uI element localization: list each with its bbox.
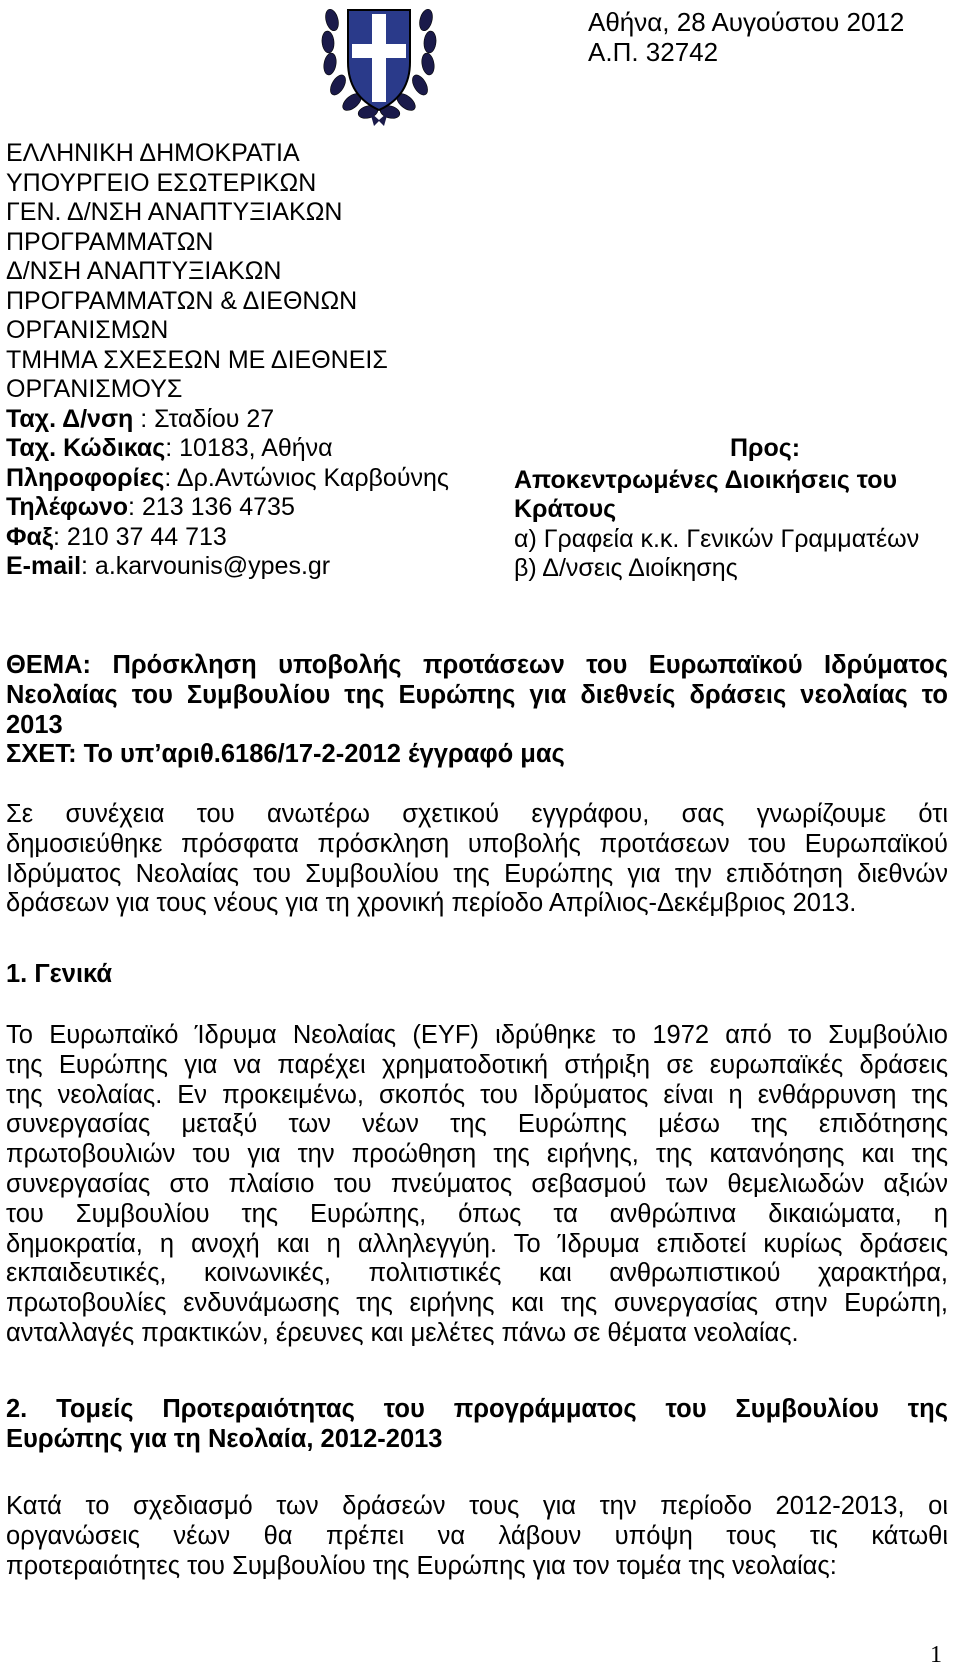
sender-line: ΓΕΝ. Δ/ΝΣΗ ΑΝΑΠΤΥΞΙΑΚΩΝ [6, 198, 343, 226]
heading-line: Ευρώπης για τη Νεολαία, 2012-2013 [6, 1424, 443, 1453]
recipient-block [514, 434, 954, 584]
contact-label: Ταχ. Δ/νση [6, 404, 134, 433]
contact-fax [6, 523, 476, 553]
subject-line: 2013 [6, 710, 63, 739]
contact-info [6, 464, 476, 494]
section-2-paragraph [6, 1492, 948, 1581]
paragraph-line: προτεραιότητες του Συμβουλίου της Ευρώπης για τον τομέα της νεολαίας: [6, 1551, 837, 1580]
contact-value: : 213 136 4735 [128, 493, 295, 521]
contact-label: Πληροφορίες [6, 463, 165, 492]
paragraph-line: δράσεων για τους νέους για τη χρονική περίοδο Απρίλιος-Δεκέμβριος 2013. [6, 889, 857, 918]
paragraph-line: συνεργασίας στο πλαίσιο του πνεύματος σεβασμού των θεμελιωδών αξιών [6, 1169, 948, 1198]
sender-line: Δ/ΝΣΗ ΑΝΑΠΤΥΞΙΑΚΩΝ [6, 257, 282, 285]
subject-line: ΘΕΜΑ: Πρόσκληση υποβολής προτάσεων του Ευρωπαϊκού Ιδρύματος [6, 651, 948, 679]
section-2-heading [6, 1395, 948, 1455]
page-number: 1 [930, 1642, 942, 1668]
paragraph-line: της νεολαίας. Εν προκειμένω, σκοπός του Ιδρύματος είναι η ενθάρρυνση της [6, 1080, 948, 1109]
contact-value: : 10183, Αθήνα [165, 434, 333, 462]
heading-line: 2. Τομείς Προτεραιότητας του προγράμματος του Συμβουλίου της [6, 1395, 948, 1423]
paragraph-line: Σε συνέχεια του ανωτέρω σχετικού εγγράφου, σας γνωρίζουμε ότι [6, 800, 948, 828]
greek-coat-of-arms [318, 0, 440, 130]
paragraph-line: της Ευρώπης για να παρέχει χρηματοδοτική στήριξη σε ευρωπαϊκές δράσεις [6, 1050, 948, 1079]
subject-block [6, 651, 948, 770]
recipient-heading: Προς: [730, 434, 801, 462]
paragraph-line: συνεργασίας μεταξύ των νέων της Ευρώπης μέσω της επιδότησης [6, 1110, 948, 1139]
contact-value: : Δρ.Αντώνιος Καρβούνης [164, 463, 449, 492]
sender-line: ΟΡΓΑΝΙΣΜΟΥΣ [6, 375, 183, 403]
paragraph-line: Κατά το σχεδιασμό των δράσεών τους για την περίοδο 2012-2013, οι [6, 1492, 948, 1520]
contact-value: : 210 37 44 713 [53, 522, 227, 551]
contact-email [6, 552, 476, 582]
contact-postcode [6, 434, 476, 464]
subject-line: Νεολαίας του Συμβουλίου της Ευρώπης για διεθνείς δράσεις νεολαίας το [6, 680, 948, 709]
recipient-line: Κράτους [514, 495, 617, 523]
recipient-line: Αποκεντρωμένες Διοικήσεις του [514, 465, 898, 494]
contact-value: : a.karvounis@ypes.gr [81, 552, 331, 580]
subject-reference: ΣΧΕΤ: Το υπ’αριθ.6186/17-2-2012 έγγραφό μας [6, 740, 565, 769]
protocol-number: Α.Π. 32742 [588, 37, 719, 67]
paragraph-line: ανταλλαγές πρακτικών, έρευνες και μελέτες πάνω σε θέματα νεολαίας. [6, 1318, 799, 1347]
intro-paragraph [6, 800, 948, 919]
contact-phone [6, 493, 476, 523]
document-date: Αθήνα, 28 Αυγούστου 2012 [588, 7, 905, 37]
paragraph-line: δημοκρατία, η ανοχή και η αλληλεγγύη. Το Ίδρυμα επιδοτεί κυρίως δράσεις [6, 1229, 948, 1258]
contact-label: Τηλέφωνο [6, 493, 129, 521]
sender-line: ΤΜΗΜΑ ΣΧΕΣΕΩΝ ΜΕ ΔΙΕΘΝΕΙΣ [6, 345, 388, 374]
paragraph-line: πρωτοβουλιών του για την προώθηση της ειρήνης, της κατανόησης και της [6, 1140, 948, 1169]
paragraph-line: πρωτοβουλίες ενδυνάμωσης της ειρήνης και της συνεργασίας στην Ευρώπη, [6, 1289, 948, 1318]
paragraph-line: του Συμβουλίου της Ευρώπης, όπως τα ανθρώπινα δικαιώματα, η [6, 1199, 948, 1228]
contact-label: Φαξ [6, 522, 54, 551]
paragraph-line: Το Ευρωπαϊκό Ίδρυμα Νεολαίας (ΕΥF) ιδρύθηκε το 1972 από το Συμβούλιο [6, 1021, 948, 1049]
paragraph-line: δημοσιεύθηκε πρόσφατα πρόσκληση υποβολής προτάσεων του Ευρωπαϊκού [6, 829, 948, 858]
section-1-heading: 1. Γενικά [6, 960, 113, 988]
sender-line: ΟΡΓΑΝΙΣΜΩΝ [6, 316, 169, 344]
paragraph-line: Ιδρύματος Νεολαίας του Συμβουλίου της Ευρώπης για την επιδότηση διεθνών [6, 859, 948, 888]
paragraph-line: εκπαιδευτικές, κοινωνικές, πολιτιστικές και ανθρωπιστικού χαρακτήρα, [6, 1259, 948, 1288]
contact-address [6, 405, 476, 435]
sender-line: ΥΠΟΥΡΓΕΙΟ ΕΣΩΤΕΡΙΚΩΝ [6, 168, 317, 197]
contact-label: Ταχ. Κώδικας [6, 434, 166, 462]
contact-label: E-mail [6, 552, 82, 580]
sender-line: ΕΛΛΗΝΙΚΗ ΔΗΜΟΚΡΑΤΙΑ [6, 139, 300, 167]
paragraph-line: οργανώσεις νέων θα πρέπει να λάβουν υπόψη τους τις κάτωθι [6, 1521, 948, 1550]
recipient-line: α) Γραφεία κ.κ. Γενικών Γραμματέων [514, 524, 920, 553]
sender-line: ΠΡΟΓΡΑΜΜΑΤΩΝ & ΔΙΕΘΝΩΝ [6, 286, 358, 315]
recipient-line: β) Δ/νσεις Διοίκησης [514, 554, 738, 582]
contact-value: : Σταδίου 27 [133, 404, 275, 433]
section-1-paragraph [6, 1021, 948, 1349]
sender-line: ΠΡΟΓΡΑΜΜΑΤΩΝ [6, 227, 214, 256]
sender-block [6, 139, 476, 582]
